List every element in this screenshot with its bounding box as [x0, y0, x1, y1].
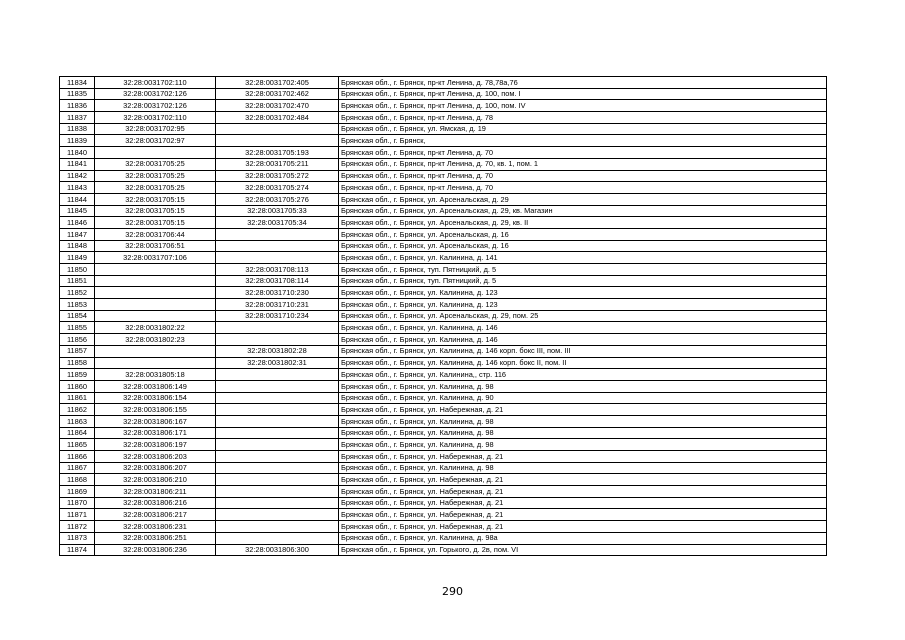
row-number-cell: 11836 [60, 100, 95, 112]
cadastral-number-object-cell: 32:28:0031705:272 [216, 170, 339, 182]
address-cell: Брянская обл., г. Брянск, ул. Калинина, д. 123 [339, 287, 827, 299]
row-number-cell: 11867 [60, 462, 95, 474]
cadastral-number-parcel-cell: 32:28:0031705:15 [95, 193, 216, 205]
table-row [60, 427, 827, 439]
row-number-cell: 11863 [60, 415, 95, 427]
row-number-cell: 11849 [60, 252, 95, 264]
address-cell: Брянская обл., г. Брянск, ул. Калинина, д. 98 [339, 427, 827, 439]
row-number-cell: 11870 [60, 497, 95, 509]
cadastral-number-object-cell [216, 474, 339, 486]
table-row [60, 170, 827, 182]
table-row [60, 462, 827, 474]
address-cell: Брянская обл., г. Брянск, ул. Набережная, д. 21 [339, 509, 827, 521]
address-cell: Брянская обл., г. Брянск, ул. Калинина, д. 146 [339, 322, 827, 334]
row-number-cell: 11843 [60, 182, 95, 194]
row-number-cell: 11841 [60, 158, 95, 170]
cadastral-number-object-cell [216, 369, 339, 381]
address-cell: Брянская обл., г. Брянск, ул. Калинина, д. 146 [339, 334, 827, 346]
address-cell: Брянская обл., г. Брянск, пр-кт Ленина, д. 100, пом. IV [339, 100, 827, 112]
table-row [60, 299, 827, 311]
cadastral-number-object-cell [216, 451, 339, 463]
table-row [60, 264, 827, 276]
cadastral-number-parcel-cell: 32:28:0031702:97 [95, 135, 216, 147]
cadastral-number-parcel-cell: 32:28:0031806:207 [95, 462, 216, 474]
cadastral-number-object-cell: 32:28:0031710:234 [216, 310, 339, 322]
address-cell: Брянская обл., г. Брянск, ул. Набережная, д. 21 [339, 497, 827, 509]
cadastral-number-parcel-cell: 32:28:0031806:217 [95, 509, 216, 521]
cadastral-number-parcel-cell: 32:28:0031806:171 [95, 427, 216, 439]
cadastral-number-object-cell [216, 521, 339, 533]
address-cell: Брянская обл., г. Брянск, ул. Калинина, д. 98 [339, 415, 827, 427]
row-number-cell: 11835 [60, 88, 95, 100]
cadastral-number-object-cell [216, 380, 339, 392]
table-row [60, 275, 827, 287]
row-number-cell: 11871 [60, 509, 95, 521]
cadastral-number-object-cell [216, 404, 339, 416]
table-row [60, 532, 827, 544]
row-number-cell: 11854 [60, 310, 95, 322]
address-cell: Брянская обл., г. Брянск, ул. Набережная, д. 21 [339, 404, 827, 416]
cadastral-number-object-cell [216, 497, 339, 509]
row-number-cell: 11873 [60, 532, 95, 544]
table-row [60, 474, 827, 486]
table-row [60, 334, 827, 346]
table-row [60, 345, 827, 357]
table-row [60, 205, 827, 217]
cadastral-number-object-cell [216, 228, 339, 240]
address-cell: Брянская обл., г. Брянск, ул. Арсенальская, д. 29, кв. II [339, 217, 827, 229]
cadastral-number-parcel-cell: 32:28:0031806:154 [95, 392, 216, 404]
cadastral-number-parcel-cell: 32:28:0031806:216 [95, 497, 216, 509]
cadastral-number-parcel-cell: 32:28:0031806:149 [95, 380, 216, 392]
cadastral-number-parcel-cell: 32:28:0031806:211 [95, 486, 216, 498]
table-row [60, 217, 827, 229]
table-row [60, 77, 827, 89]
cadastral-number-parcel-cell: 32:28:0031806:203 [95, 451, 216, 463]
row-number-cell: 11872 [60, 521, 95, 533]
cadastral-number-object-cell [216, 532, 339, 544]
table-row [60, 287, 827, 299]
cadastral-number-object-cell: 32:28:0031702:405 [216, 77, 339, 89]
table-row [60, 100, 827, 112]
row-number-cell: 11860 [60, 380, 95, 392]
cadastral-number-parcel-cell: 32:28:0031806:236 [95, 544, 216, 556]
address-cell: Брянская обл., г. Брянск, пр-кт Ленина, д. 100, пом. I [339, 88, 827, 100]
row-number-cell: 11845 [60, 205, 95, 217]
table-row [60, 486, 827, 498]
cadastral-number-object-cell: 32:28:0031708:113 [216, 264, 339, 276]
row-number-cell: 11834 [60, 77, 95, 89]
cadastral-number-object-cell: 32:28:0031702:484 [216, 112, 339, 124]
cadastral-number-object-cell: 32:28:0031705:34 [216, 217, 339, 229]
cadastral-number-parcel-cell: 32:28:0031705:25 [95, 170, 216, 182]
cadastral-number-parcel-cell [95, 147, 216, 159]
row-number-cell: 11852 [60, 287, 95, 299]
cadastral-number-object-cell: 32:28:0031708:114 [216, 275, 339, 287]
address-cell: Брянская обл., г. Брянск, пр-кт Ленина, д. 78 [339, 112, 827, 124]
cadastral-number-parcel-cell: 32:28:0031806:210 [95, 474, 216, 486]
table-row [60, 497, 827, 509]
address-cell: Брянская обл., г. Брянск, ул. Набережная, д. 21 [339, 486, 827, 498]
cadastral-number-object-cell [216, 123, 339, 135]
cadastral-number-object-cell: 32:28:0031705:193 [216, 147, 339, 159]
table-row [60, 135, 827, 147]
table-row [60, 509, 827, 521]
address-cell: Брянская обл., г. Брянск, ул. Калинина, д. 98 [339, 380, 827, 392]
cadastral-number-parcel-cell: 32:28:0031707:106 [95, 252, 216, 264]
cadastral-number-object-cell: 32:28:0031705:276 [216, 193, 339, 205]
address-cell: Брянская обл., г. Брянск, пр-кт Ленина, д. 78,78а,76 [339, 77, 827, 89]
row-number-cell: 11859 [60, 369, 95, 381]
row-number-cell: 11837 [60, 112, 95, 124]
address-cell: Брянская обл., г. Брянск, ул. Калинина, д. 146 корп. бокс III, пом. III [339, 345, 827, 357]
cadastral-table [59, 76, 827, 556]
address-cell: Брянская обл., г. Брянск, ул. Калинина, д. 98а [339, 532, 827, 544]
address-cell: Брянская обл., г. Брянск, ул. Калинина, д. 98 [339, 462, 827, 474]
address-cell: Брянская обл., г. Брянск, ул. Калинина, д. 123 [339, 299, 827, 311]
cadastral-number-parcel-cell: 32:28:0031802:23 [95, 334, 216, 346]
cadastral-number-object-cell [216, 462, 339, 474]
row-number-cell: 11847 [60, 228, 95, 240]
table-row [60, 182, 827, 194]
table-row [60, 112, 827, 124]
address-cell: Брянская обл., г. Брянск, пр-кт Ленина, д. 70 [339, 182, 827, 194]
address-cell: Брянская обл., г. Брянск, пр-кт Ленина, д. 70 [339, 147, 827, 159]
table-row [60, 544, 827, 556]
cadastral-number-parcel-cell: 32:28:0031806:155 [95, 404, 216, 416]
table-row [60, 415, 827, 427]
table-row [60, 147, 827, 159]
cadastral-number-object-cell [216, 252, 339, 264]
table-row [60, 369, 827, 381]
cadastral-number-object-cell: 32:28:0031705:33 [216, 205, 339, 217]
table-row [60, 392, 827, 404]
address-cell: Брянская обл., г. Брянск, туп. Пятницкий, д. 5 [339, 264, 827, 276]
cadastral-number-parcel-cell: 32:28:0031706:44 [95, 228, 216, 240]
table-row [60, 310, 827, 322]
cadastral-number-object-cell [216, 334, 339, 346]
cadastral-number-parcel-cell: 32:28:0031705:15 [95, 217, 216, 229]
cadastral-number-parcel-cell [95, 345, 216, 357]
cadastral-number-parcel-cell [95, 357, 216, 369]
address-cell: Брянская обл., г. Брянск, ул. Набережная, д. 21 [339, 521, 827, 533]
cadastral-number-object-cell: 32:28:0031702:462 [216, 88, 339, 100]
cadastral-number-object-cell: 32:28:0031806:300 [216, 544, 339, 556]
address-cell: Брянская обл., г. Брянск, туп. Пятницкий, д. 5 [339, 275, 827, 287]
row-number-cell: 11856 [60, 334, 95, 346]
address-cell: Брянская обл., г. Брянск, ул. Арсенальская, д. 29 [339, 193, 827, 205]
cadastral-number-parcel-cell: 32:28:0031702:110 [95, 112, 216, 124]
cadastral-number-parcel-cell: 32:28:0031702:110 [95, 77, 216, 89]
address-cell: Брянская обл., г. Брянск, ул. Калинина, д. 146 корп. бокс II, пом. II [339, 357, 827, 369]
row-number-cell: 11855 [60, 322, 95, 334]
address-cell: Брянская обл., г. Брянск, ул. Арсенальская, д. 16 [339, 240, 827, 252]
row-number-cell: 11869 [60, 486, 95, 498]
table-row [60, 240, 827, 252]
table-row [60, 123, 827, 135]
address-cell: Брянская обл., г. Брянск, ул. Арсенальская, д. 29, пом. 25 [339, 310, 827, 322]
page-number: 290 [442, 585, 463, 598]
cadastral-number-object-cell [216, 240, 339, 252]
row-number-cell: 11844 [60, 193, 95, 205]
row-number-cell: 11865 [60, 439, 95, 451]
row-number-cell: 11842 [60, 170, 95, 182]
cadastral-number-parcel-cell: 32:28:0031806:197 [95, 439, 216, 451]
address-cell: Брянская обл., г. Брянск, ул. Арсенальская, д. 16 [339, 228, 827, 240]
cadastral-number-parcel-cell: 32:28:0031802:22 [95, 322, 216, 334]
cadastral-number-parcel-cell: 32:28:0031705:25 [95, 158, 216, 170]
cadastral-number-parcel-cell: 32:28:0031806:251 [95, 532, 216, 544]
address-cell: Брянская обл., г. Брянск, ул. Ямская, д. 19 [339, 123, 827, 135]
row-number-cell: 11868 [60, 474, 95, 486]
cadastral-number-object-cell [216, 427, 339, 439]
row-number-cell: 11862 [60, 404, 95, 416]
cadastral-number-parcel-cell: 32:28:0031702:95 [95, 123, 216, 135]
address-cell: Брянская обл., г. Брянск, ул. Набережная, д. 21 [339, 474, 827, 486]
table-row [60, 322, 827, 334]
cadastral-number-object-cell: 32:28:0031710:231 [216, 299, 339, 311]
cadastral-number-object-cell [216, 415, 339, 427]
row-number-cell: 11858 [60, 357, 95, 369]
table-row [60, 88, 827, 100]
cadastral-number-object-cell [216, 392, 339, 404]
table-body [60, 77, 827, 556]
row-number-cell: 11861 [60, 392, 95, 404]
cadastral-number-object-cell: 32:28:0031710:230 [216, 287, 339, 299]
address-cell: Брянская обл., г. Брянск, ул. Арсенальская, д. 29, кв. Магазин [339, 205, 827, 217]
cadastral-number-parcel-cell: 32:28:0031705:25 [95, 182, 216, 194]
address-cell: Брянская обл., г. Брянск, [339, 135, 827, 147]
cadastral-number-parcel-cell: 32:28:0031702:126 [95, 88, 216, 100]
cadastral-number-parcel-cell: 32:28:0031806:167 [95, 415, 216, 427]
table-row [60, 404, 827, 416]
row-number-cell: 11840 [60, 147, 95, 159]
table-row [60, 357, 827, 369]
address-cell: Брянская обл., г. Брянск, ул. Калинина, д. 98 [339, 439, 827, 451]
table-row [60, 451, 827, 463]
cadastral-number-parcel-cell [95, 287, 216, 299]
row-number-cell: 11839 [60, 135, 95, 147]
address-cell: Брянская обл., г. Брянск, ул. Калинина,, стр. 116 [339, 369, 827, 381]
table-row [60, 521, 827, 533]
table-row [60, 193, 827, 205]
row-number-cell: 11838 [60, 123, 95, 135]
address-cell: Брянская обл., г. Брянск, пр-кт Ленина, д. 70, кв. 1, пом. 1 [339, 158, 827, 170]
address-cell: Брянская обл., г. Брянск, пр-кт Ленина, д. 70 [339, 170, 827, 182]
row-number-cell: 11864 [60, 427, 95, 439]
cadastral-number-parcel-cell: 32:28:0031805:18 [95, 369, 216, 381]
cadastral-number-object-cell: 32:28:0031802:28 [216, 345, 339, 357]
row-number-cell: 11866 [60, 451, 95, 463]
address-cell: Брянская обл., г. Брянск, ул. Калинина, д. 141 [339, 252, 827, 264]
table-row [60, 228, 827, 240]
cadastral-number-parcel-cell [95, 299, 216, 311]
cadastral-number-object-cell [216, 322, 339, 334]
address-cell: Брянская обл., г. Брянск, ул. Калинина, д. 90 [339, 392, 827, 404]
table-row [60, 252, 827, 264]
cadastral-number-object-cell [216, 486, 339, 498]
cadastral-number-parcel-cell: 32:28:0031806:231 [95, 521, 216, 533]
cadastral-number-parcel-cell: 32:28:0031702:126 [95, 100, 216, 112]
cadastral-number-parcel-cell [95, 310, 216, 322]
cadastral-number-parcel-cell [95, 275, 216, 287]
table-row [60, 380, 827, 392]
cadastral-number-object-cell: 32:28:0031702:470 [216, 100, 339, 112]
cadastral-number-object-cell [216, 439, 339, 451]
row-number-cell: 11846 [60, 217, 95, 229]
row-number-cell: 11850 [60, 264, 95, 276]
cadastral-number-parcel-cell: 32:28:0031706:51 [95, 240, 216, 252]
address-cell: Брянская обл., г. Брянск, ул. Горького, д. 2в, пом. VI [339, 544, 827, 556]
row-number-cell: 11857 [60, 345, 95, 357]
cadastral-number-parcel-cell [95, 264, 216, 276]
table-row [60, 439, 827, 451]
row-number-cell: 11851 [60, 275, 95, 287]
address-cell: Брянская обл., г. Брянск, ул. Набережная, д. 21 [339, 451, 827, 463]
cadastral-number-object-cell [216, 135, 339, 147]
cadastral-number-object-cell: 32:28:0031802:31 [216, 357, 339, 369]
row-number-cell: 11874 [60, 544, 95, 556]
table-row [60, 158, 827, 170]
row-number-cell: 11853 [60, 299, 95, 311]
cadastral-number-object-cell: 32:28:0031705:274 [216, 182, 339, 194]
row-number-cell: 11848 [60, 240, 95, 252]
cadastral-number-object-cell [216, 509, 339, 521]
cadastral-number-parcel-cell: 32:28:0031705:15 [95, 205, 216, 217]
cadastral-number-object-cell: 32:28:0031705:211 [216, 158, 339, 170]
